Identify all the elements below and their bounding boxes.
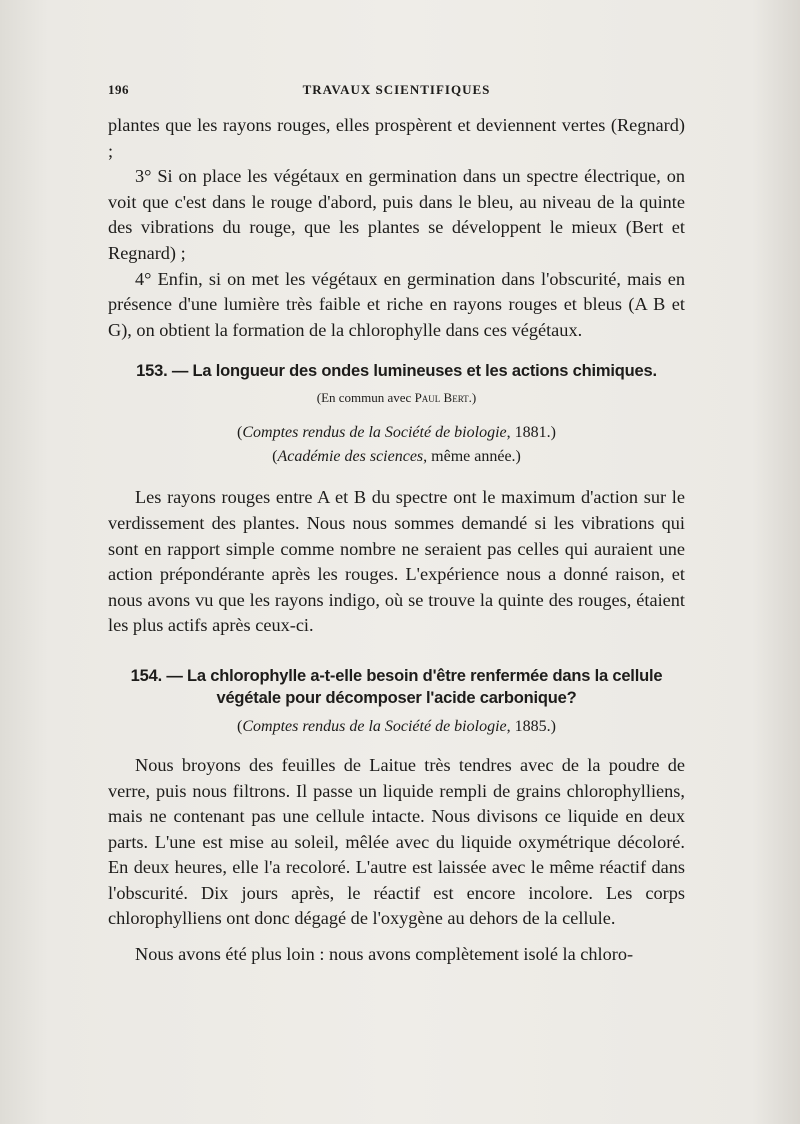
collab-prefix: (En commun avec: [316, 390, 412, 406]
section-154-title: [108, 665, 685, 709]
section-153-collaboration: [108, 389, 685, 407]
ref-journal: Comptes rendus de la Société de biologie: [242, 424, 507, 442]
ref-journal: Comptes rendus de la Société de biologie: [242, 717, 507, 735]
ref-year: , 1881.): [506, 424, 556, 442]
collab-suffix: .): [468, 390, 477, 406]
page-body: [108, 113, 685, 968]
ref-year: , même année.): [423, 448, 521, 466]
ref-journal: Académie des sciences: [277, 448, 424, 466]
section-154-body-1: Nous broyons des feuilles de Laitue très tendres avec de la poudre de verre, puis nous filtrons. Il passe un liquide rempli de grains chlorophylliens, mais ne contenant pas une cellule intacte. Nous divisons ce liquide en deux parts. L'une est mise au soleil, mêlée avec du liquide oxymétrique décoloré. En deux heures, elle l'a recoloré. L'autre est laissée avec le même réactif dans l'obscurité. Dix jours après, le réactif est encore incolore. Les corps chlorophylliens ont donc dégagé de l'oxygène au dehors de la cellule.: [108, 754, 685, 929]
collab-name: Paul Bert: [414, 390, 469, 406]
page-header: [108, 82, 685, 102]
section-153-title: 153. — La longueur des ondes lumineuses et les actions chimiques.: [136, 362, 657, 381]
running-title: TRAVAUX SCIENTIFIQUES: [302, 82, 491, 97]
section-154-body-2: Nous avons été plus loin : nous avons complètement isolé la chloro-: [135, 944, 634, 965]
section-153-reference-1: (Comptes rendus de la Société de biologie, 1881.): [237, 424, 556, 442]
section-153-reference-2: (Académie des sciences, même année.): [272, 448, 521, 466]
ref-year: , 1885.): [506, 717, 556, 735]
section-154-title-line-1: 154. — La chlorophylle a-t-elle besoin d'être renfermée dans la cellule: [130, 666, 663, 685]
section-153-body: Les rayons rouges entre A et B du spectre ont le maximum d'action sur le verdissement des plantes. Nous nous sommes demandé si les vibrations qui sont en rapport simple comme nombre ne seraient pas celles qui auraient une action prépondérante après les rouges. L'expérience nous a donné raison, et nous avons vu que les rayons indigo, où se trouve la quinte des rouges, étaient les plus actifs après ceux-ci.: [108, 487, 685, 636]
intro-paragraph-3: 4° Enfin, si on met les végétaux en germination dans l'obscurité, mais en présence d'une lumière très faible et riche en rayons rouges et bleus (A B et G), on obtient la formation de la chlorophylle dans ces végétaux.: [108, 268, 685, 340]
intro-paragraph-2: 3° Si on place les végétaux en germination dans un spectre électrique, on voit que c'est dans le rouge d'abord, puis dans le bleu, au niveau de la quinte des vibrations du rouge, que les plantes se développent le mieux (Bert et Regnard) ;: [108, 166, 685, 263]
intro-paragraph-1: plantes que les rayons rouges, elles prospèrent et deviennent vertes (Regnard) ;: [108, 115, 685, 161]
page-number: 196: [108, 82, 129, 97]
section-154-title-line-2: végétale pour décomposer l'acide carbonique?: [216, 688, 577, 707]
section-154-reference: (Comptes rendus de la Société de biologie, 1885.): [237, 717, 556, 735]
